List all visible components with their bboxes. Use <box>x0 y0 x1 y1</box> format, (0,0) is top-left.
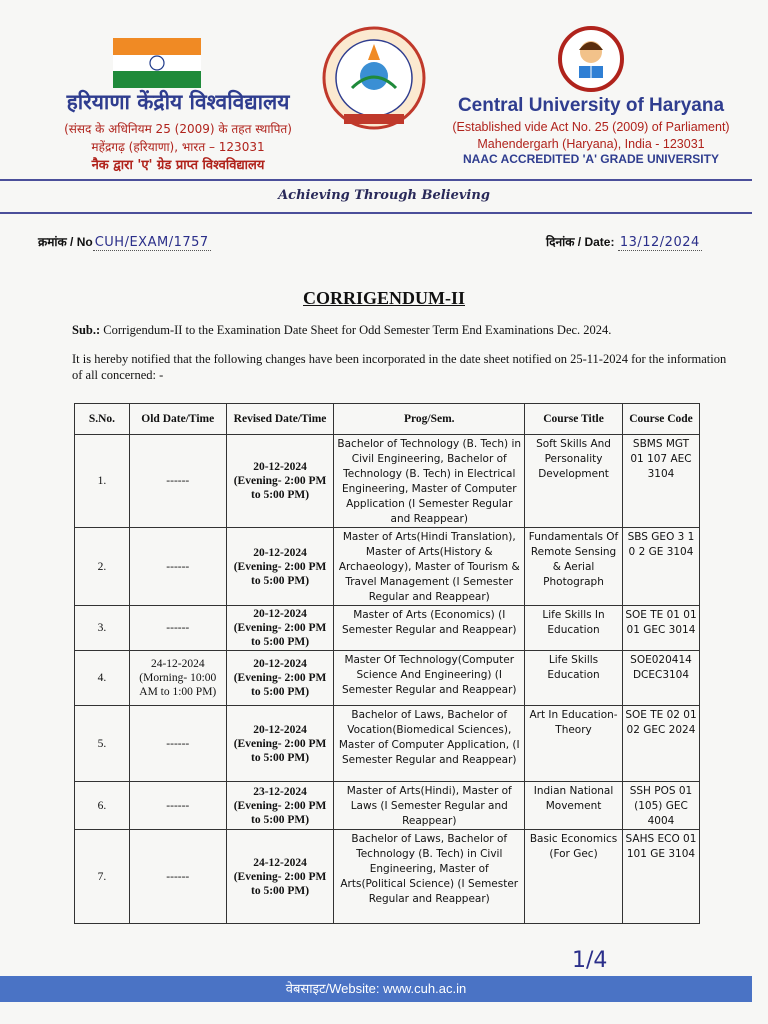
date-label: दिनांक / Date: <box>546 235 615 249</box>
notice-text: It is hereby notified that the following changes have been incorporated in the date sheet notified on 25-11-2024 for the information of all concerned: - <box>72 352 727 382</box>
row-course-code: SOE020414 DCEC3104 <box>622 651 699 706</box>
row-sno: 7. <box>75 830 130 924</box>
hindi-established-line: (संसद के अधिनियम 25 (2009) के तहत स्थापित) <box>64 122 292 136</box>
row-course-title: Life Skills In Education <box>525 606 623 651</box>
university-motto: Achieving Through Believing <box>278 188 490 203</box>
issue-date <box>546 233 702 250</box>
row-course-title: Soft Skills And Personality Development <box>525 435 623 528</box>
row-old-date: ------ <box>129 706 226 782</box>
row-revised-date: 20-12-2024 (Evening- 2:00 PM to 5:00 PM) <box>226 706 334 782</box>
row-prog-sem: Master of Arts(Hindi Translation), Master of Arts(History & Archaeology), Master of Tourism & Travel Management (I Semester Regular and Reappear) <box>334 528 525 606</box>
row-prog-sem: Master of Arts(Hindi), Master of Laws (I Semester Regular and Reappear) <box>334 782 525 830</box>
row-prog-sem: Bachelor of Technology (B. Tech) in Civil Engineering, Bachelor of Technology (B. Tech) in Electrical Engineering, Master of Computer Application (I Semester Regular and Reappear) <box>334 435 525 528</box>
table-row <box>75 706 700 782</box>
row-course-title: Life Skills Education <box>525 651 623 706</box>
row-prog-sem: Master Of Technology(Computer Science And Engineering) (I Semester Regular and Reappear) <box>334 651 525 706</box>
row-old-date: ------ <box>129 606 226 651</box>
header-sno: S.No. <box>75 404 130 435</box>
header-old-date: Old Date/Time <box>129 404 226 435</box>
table-row <box>75 606 700 651</box>
row-sno: 1. <box>75 435 130 528</box>
website-footer[interactable]: वेबसाइट/Website: www.cuh.ac.in <box>0 976 752 1002</box>
reference-number <box>38 233 211 250</box>
document-title: CORRIGENDUM-II <box>303 288 465 308</box>
page-number: 1/4 <box>572 948 608 973</box>
row-sno: 6. <box>75 782 130 830</box>
row-prog-sem: Bachelor of Laws, Bachelor of Vocation(Biomedical Sciences), Master of Computer Application, (I Semester Regular and Reappear) <box>334 706 525 782</box>
header-divider-top <box>0 179 752 181</box>
header-course-code: Course Code <box>622 404 699 435</box>
english-established-line: (Established vide Act No. 25 (2009) of Parliament) <box>452 120 730 134</box>
date-value: 13/12/2024 <box>619 235 700 250</box>
header-prog-sem: Prog/Sem. <box>334 404 525 435</box>
row-revised-date: 24-12-2024 (Evening- 2:00 PM to 5:00 PM) <box>226 830 334 924</box>
campaign-logo-icon <box>113 38 201 88</box>
reference-label: क्रमांक / No <box>38 235 93 249</box>
table-row <box>75 782 700 830</box>
table-row <box>75 435 700 528</box>
subject-label: Sub.: <box>72 323 101 337</box>
row-sno: 3. <box>75 606 130 651</box>
row-course-code: SSH POS 01 (105) GEC 4004 <box>622 782 699 830</box>
header-revised-date: Revised Date/Time <box>226 404 334 435</box>
row-revised-date: 20-12-2024 (Evening- 2:00 PM to 5:00 PM) <box>226 528 334 606</box>
row-old-date: 24-12-2024 (Morning- 10:00 AM to 1:00 PM) <box>129 651 226 706</box>
row-revised-date: 20-12-2024 (Evening- 2:00 PM to 5:00 PM) <box>226 606 334 651</box>
row-sno: 5. <box>75 706 130 782</box>
hindi-naac-line: नैक द्वारा 'ए' ग्रेड प्राप्त विश्वविद्यालय <box>91 158 265 173</box>
table-row <box>75 651 700 706</box>
english-university-name: Central University of Haryana <box>457 95 725 116</box>
header-divider-bottom <box>0 212 752 214</box>
row-course-title: Art In Education-Theory <box>525 706 623 782</box>
corrigendum-table <box>74 403 700 924</box>
row-revised-date: 23-12-2024 (Evening- 2:00 PM to 5:00 PM) <box>226 782 334 830</box>
row-course-title: Fundamentals Of Remote Sensing & Aerial Photograph <box>525 528 623 606</box>
university-emblem-icon <box>322 26 426 136</box>
row-old-date: ------ <box>129 435 226 528</box>
subject-text: Corrigendum-II to the Examination Date Sheet for Odd Semester Term End Examinations Dec. 2024. <box>103 323 612 337</box>
row-old-date: ------ <box>129 830 226 924</box>
row-revised-date: 20-12-2024 (Evening- 2:00 PM to 5:00 PM) <box>226 435 334 528</box>
row-sno: 4. <box>75 651 130 706</box>
row-course-title: Indian National Movement <box>525 782 623 830</box>
row-course-title: Basic Economics (For Gec) <box>525 830 623 924</box>
table-header-row <box>75 404 700 435</box>
header-course-title: Course Title <box>525 404 623 435</box>
hindi-university-name: हरियाणा केंद्रीय विश्वविद्यालय <box>66 90 290 114</box>
row-revised-date: 20-12-2024 (Evening- 2:00 PM to 5:00 PM) <box>226 651 334 706</box>
row-course-code: SAHS ECO 01 101 GE 3104 <box>622 830 699 924</box>
row-prog-sem: Master of Arts (Economics) (I Semester Regular and Reappear) <box>334 606 525 651</box>
row-old-date: ------ <box>129 782 226 830</box>
table-row <box>75 830 700 924</box>
reference-value: CUH/EXAM/1757 <box>94 235 209 250</box>
hindi-address-line: महेंद्रगढ़ (हरियाणा), भारत – 123031 <box>91 140 265 154</box>
row-course-code: SBS GEO 3 1 0 2 GE 3104 <box>622 528 699 606</box>
english-address-line: Mahendergarh (Haryana), India - 123031 <box>477 137 705 151</box>
row-sno: 2. <box>75 528 130 606</box>
row-course-code: SOE TE 02 01 02 GEC 2024 <box>622 706 699 782</box>
subject-line <box>72 323 732 338</box>
row-course-code: SOE TE 01 01 01 GEC 3014 <box>622 606 699 651</box>
english-naac-line: NAAC ACCREDITED 'A' GRADE UNIVERSITY <box>463 152 719 166</box>
row-old-date: ------ <box>129 528 226 606</box>
row-course-code: SBMS MGT 01 107 AEC 3104 <box>622 435 699 528</box>
girl-reading-logo-icon <box>557 26 625 92</box>
table-row <box>75 528 700 606</box>
row-prog-sem: Bachelor of Laws, Bachelor of Technology (B. Tech) in Civil Engineering, Master of Arts(Political Science) (I Semester Regular and Reappear) <box>334 830 525 924</box>
